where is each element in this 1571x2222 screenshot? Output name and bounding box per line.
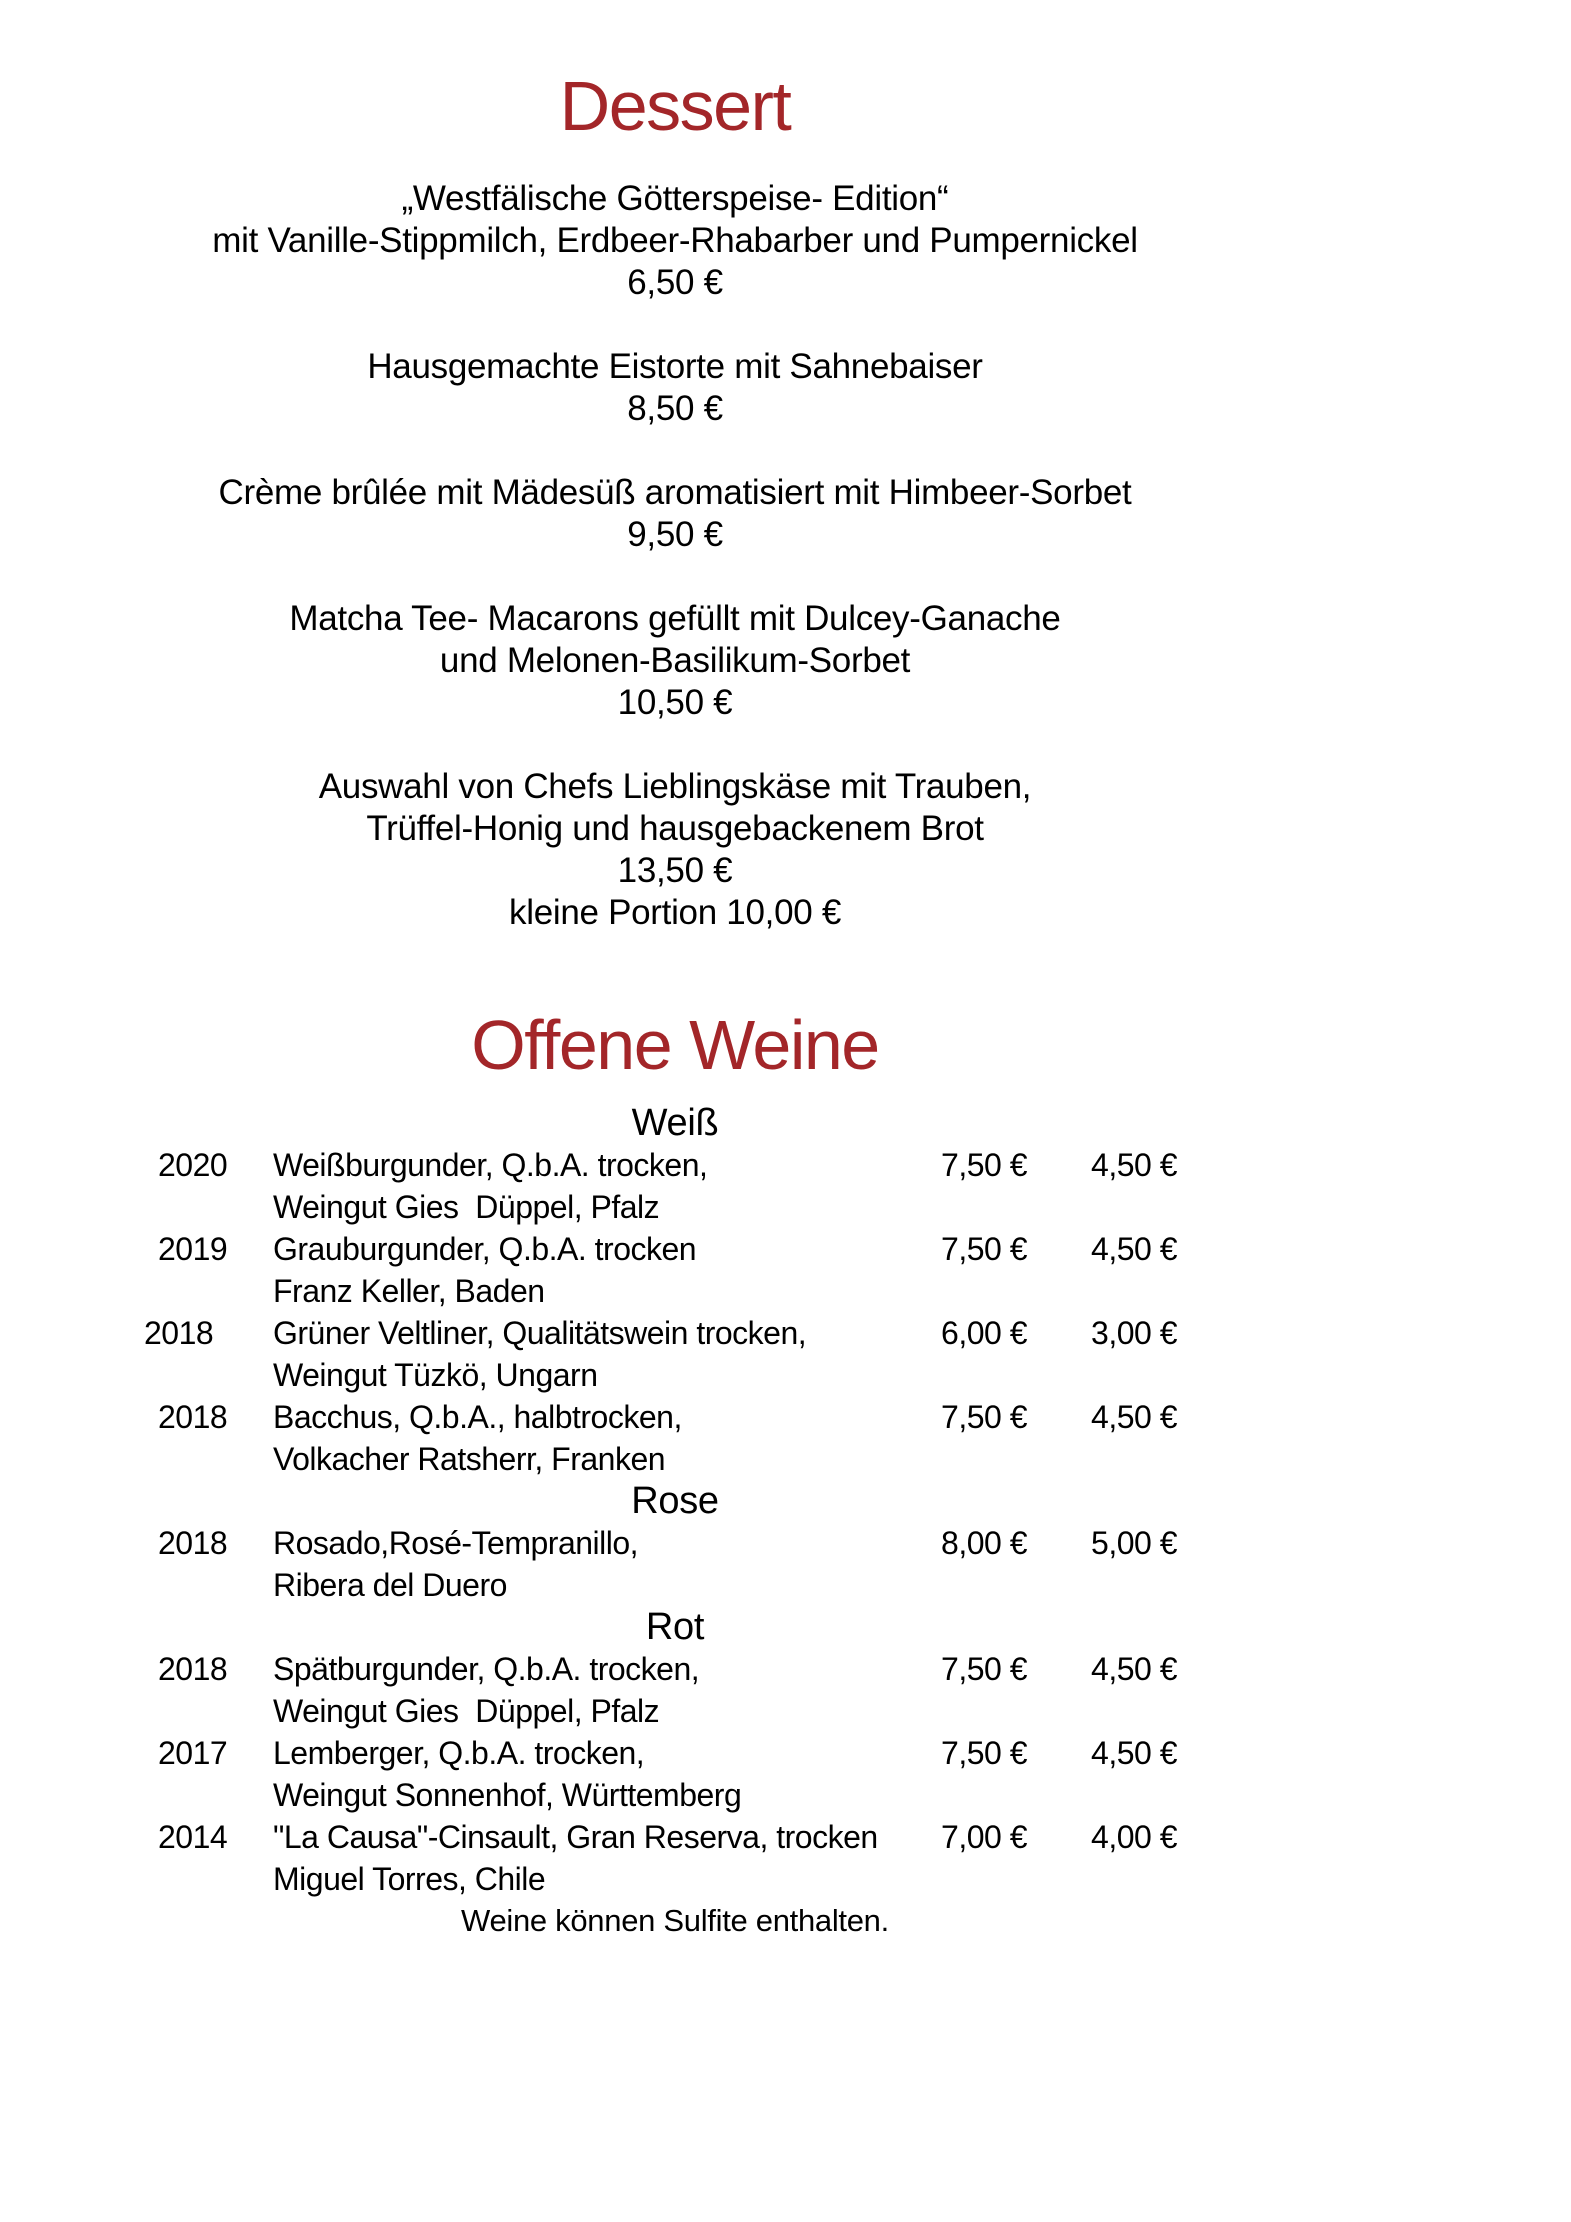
wine-name: Rosado,Rosé-Tempranillo, <box>273 1525 639 1561</box>
wine-name: "La Causa"-Cinsault, Gran Reserva, trocken <box>273 1819 878 1855</box>
wine-subhead-red: Rot <box>645 1606 705 1648</box>
wine-price-glass: 7,00 € <box>941 1819 1027 1855</box>
wine-year: 2019 <box>158 1231 228 1267</box>
spacer <box>158 1564 273 1606</box>
dessert-item-name: Hausgemachte Eistorte mit Sahnebaiser <box>367 347 983 386</box>
wine-row <box>0 1648 1350 1732</box>
dessert-section-title: Dessert <box>559 67 791 145</box>
wine-name: Grauburgunder, Q.b.A. trocken <box>273 1231 697 1267</box>
wine-producer: Weingut Gies Düppel, Pfalz <box>273 1189 660 1225</box>
wines-section-title: Offene Weine <box>471 1006 879 1084</box>
dessert-item-name: „Westfälische Götterspeise- Edition“ <box>401 179 949 218</box>
dessert-item-small-portion-price: kleine Portion 10,00 € <box>509 893 841 932</box>
wine-name: Grüner Veltliner, Qualitätswein trocken, <box>273 1315 807 1351</box>
wine-year: 2017 <box>158 1735 228 1771</box>
spacer <box>158 1186 273 1228</box>
dessert-item-description: Trüffel-Honig und hausgebackenem Brot <box>366 809 984 848</box>
spacer <box>158 1774 273 1816</box>
dessert-item-name: Auswahl von Chefs Lieblingskäse mit Trauben, <box>318 767 1032 806</box>
wine-price-small: 4,00 € <box>1091 1819 1177 1855</box>
wine-row <box>0 1396 1350 1480</box>
dessert-item <box>0 178 1350 304</box>
wine-row <box>0 1522 1350 1606</box>
wine-producer: Miguel Torres, Chile <box>273 1861 546 1897</box>
wine-row <box>0 1732 1350 1816</box>
dessert-item-name: Matcha Tee- Macarons gefüllt mit Dulcey-Ganache <box>289 599 1061 638</box>
wine-producer: Weingut Gies Düppel, Pfalz <box>273 1693 660 1729</box>
dessert-item <box>0 346 1350 430</box>
wine-subhead-white: Weiß <box>631 1102 719 1144</box>
wine-price-glass: 7,50 € <box>941 1651 1027 1687</box>
wine-year: 2018 <box>158 1399 228 1435</box>
wine-row <box>0 1816 1350 1900</box>
dessert-item <box>0 598 1350 724</box>
dessert-item-price: 6,50 € <box>627 263 723 302</box>
wine-name: Lemberger, Q.b.A. trocken, <box>273 1735 645 1771</box>
spacer <box>158 1438 273 1480</box>
spacer <box>158 1690 273 1732</box>
wine-price-small: 4,50 € <box>1091 1651 1177 1687</box>
wine-year: 2020 <box>158 1147 228 1183</box>
spacer <box>158 1354 273 1396</box>
wine-price-small: 4,50 € <box>1091 1231 1177 1267</box>
sulfite-note: Weine können Sulfite enthalten. <box>461 1903 889 1938</box>
wine-price-small: 3,00 € <box>1091 1315 1177 1351</box>
wine-price-glass: 7,50 € <box>941 1735 1027 1771</box>
wine-price-glass: 7,50 € <box>941 1147 1027 1183</box>
dessert-item-price: 13,50 € <box>617 851 733 890</box>
spacer <box>158 1858 273 1900</box>
dessert-item-name: Crème brûlée mit Mädesüß aromatisiert mit Himbeer-Sorbet <box>218 473 1132 512</box>
wine-row <box>0 1144 1350 1228</box>
dessert-item-price: 10,50 € <box>617 683 733 722</box>
dessert-item <box>0 472 1350 556</box>
wine-row <box>0 1228 1350 1312</box>
wine-price-glass: 8,00 € <box>941 1525 1027 1561</box>
wine-producer: Volkacher Ratsherr, Franken <box>273 1441 666 1477</box>
wine-price-small: 4,50 € <box>1091 1147 1177 1183</box>
wine-producer: Franz Keller, Baden <box>273 1273 545 1309</box>
dessert-item-price: 9,50 € <box>627 515 723 554</box>
wine-name: Weißburgunder, Q.b.A. trocken, <box>273 1147 708 1183</box>
wine-row <box>0 1312 1350 1396</box>
wine-year: 2018 <box>158 1651 228 1687</box>
spacer <box>158 1270 273 1312</box>
wine-price-glass: 6,00 € <box>941 1315 1027 1351</box>
wine-year: 2014 <box>158 1819 228 1855</box>
wine-producer: Weingut Sonnenhof, Württemberg <box>273 1777 742 1813</box>
dessert-item-description: und Melonen-Basilikum-Sorbet <box>439 641 911 680</box>
wine-name: Spätburgunder, Q.b.A. trocken, <box>273 1651 700 1687</box>
wine-price-small: 5,00 € <box>1091 1525 1177 1561</box>
wine-price-small: 4,50 € <box>1091 1735 1177 1771</box>
dessert-items <box>0 178 1350 976</box>
wine-producer: Weingut Tüzkö, Ungarn <box>273 1357 598 1393</box>
dessert-item <box>0 766 1350 934</box>
wine-price-small: 4,50 € <box>1091 1399 1177 1435</box>
wine-subhead-rose: Rose <box>631 1480 719 1522</box>
wine-price-glass: 7,50 € <box>941 1231 1027 1267</box>
wine-list <box>0 1102 1350 1942</box>
wine-year: 2018 <box>144 1315 214 1351</box>
wine-year: 2018 <box>158 1525 228 1561</box>
wine-name: Bacchus, Q.b.A., halbtrocken, <box>273 1399 682 1435</box>
wine-price-glass: 7,50 € <box>941 1399 1027 1435</box>
dessert-item-price: 8,50 € <box>627 389 723 428</box>
dessert-item-description: mit Vanille-Stippmilch, Erdbeer-Rhabarber und Pumpernickel <box>212 221 1138 260</box>
wine-producer: Ribera del Duero <box>273 1567 507 1603</box>
